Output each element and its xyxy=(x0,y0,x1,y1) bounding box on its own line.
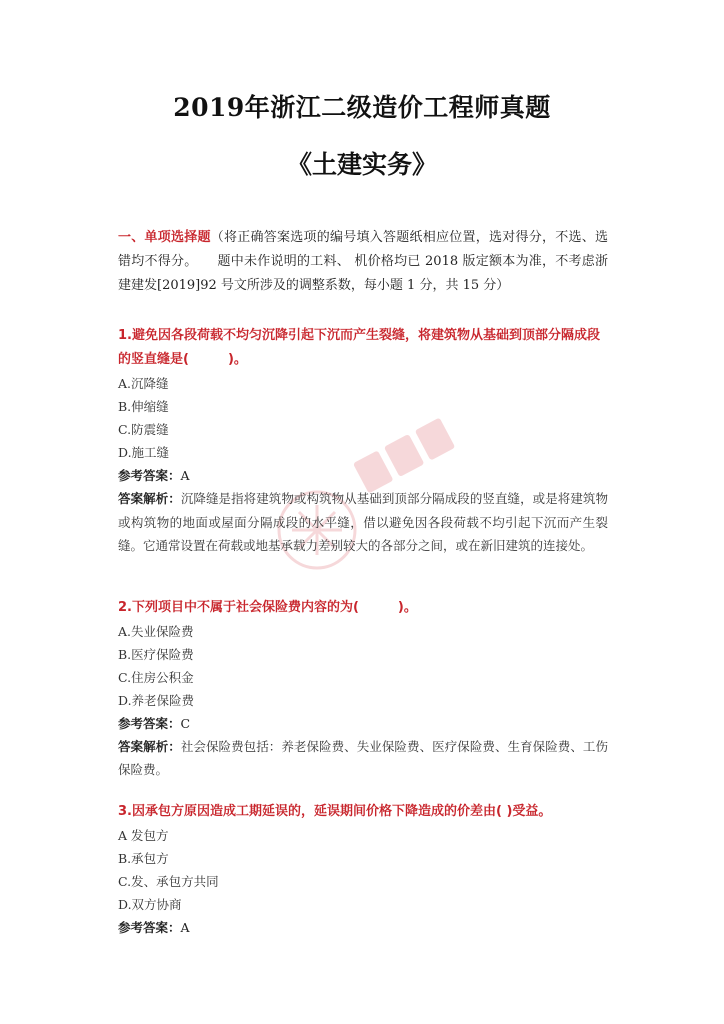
explanation xyxy=(118,735,608,782)
answer-label: 参考答案： xyxy=(118,468,181,483)
question-stem: 2.下列项目中不属于社会保险费内容的为( )。 xyxy=(118,599,417,615)
explanation-text: 社会保险费包括：养老保险费、失业保险费、医疗保险费、生育保险费、工伤保险费。 xyxy=(118,738,608,777)
option-d: D.养老保险费 xyxy=(118,692,195,708)
section-instruction: （将正确答案选项的编号填入答题纸相应位置，选对得分，不选、选错均不得分。 题中未作说明的工料、 机价格均已 2018 版定额本为准，不考虑浙建建发[2019]92 号文所涉及的调整系数，每小题 1 分，共 15 分） xyxy=(118,230,608,293)
answer-value: A xyxy=(180,468,190,483)
answer-label: 参考答案： xyxy=(118,715,181,731)
explanation xyxy=(118,487,608,558)
answer-value: C xyxy=(180,715,191,731)
explanation-label: 答案解析： xyxy=(118,491,181,506)
answer-line xyxy=(118,712,608,735)
answer-value: A xyxy=(180,919,190,935)
option-b: B.医疗保险费 xyxy=(118,646,194,662)
option-c: C.住房公积金 xyxy=(118,669,194,685)
question-3 xyxy=(118,800,608,939)
option-d: D.双方协商 xyxy=(118,896,182,912)
option-a: A.沉降缝 xyxy=(118,376,169,391)
option-a: A.失业保险费 xyxy=(118,623,194,639)
option-d: D.施工缝 xyxy=(118,445,170,460)
question-1 xyxy=(118,324,608,558)
explanation-label: 答案解析： xyxy=(118,738,181,754)
option-a: A 发包方 xyxy=(118,827,169,843)
question-2 xyxy=(118,596,608,782)
option-b: B.承包方 xyxy=(118,850,169,866)
option-c: C.防震缝 xyxy=(118,422,169,437)
explanation-text: 沉降缝是指将建筑物或构筑物从基础到顶部分隔成段的竖直缝，或是将建筑物或构筑物的地面或屋面分隔成段的水平缝，借以避免因各段荷载不均引起下沉而产生裂缝。它通常设置在荷载或地基承载力差别较大的各部分之间，或在新旧建筑的连接处。 xyxy=(118,491,608,553)
document-subtitle: 《土建实务》 xyxy=(286,150,437,179)
main-content xyxy=(118,226,608,939)
question-stem: 3.因承包方原因造成工期延误的，延误期间价格下降造成的价差由( )受益。 xyxy=(118,803,552,819)
document-title: 2019年浙江二级造价工程师真题 xyxy=(173,93,551,122)
section-heading: 一、单项选择题 xyxy=(118,230,211,245)
answer-label: 参考答案： xyxy=(118,919,181,935)
answer-line xyxy=(118,464,608,487)
option-c: C.发、承包方共同 xyxy=(118,873,219,889)
question-stem: 1.避免因各段荷载不均匀沉降引起下沉而产生裂缝，将建筑物从基础到顶部分隔成段的竖直缝是( )。 xyxy=(118,328,600,367)
option-b: B.伸缩缝 xyxy=(118,399,169,414)
section-intro xyxy=(118,226,608,298)
answer-line xyxy=(118,916,608,939)
